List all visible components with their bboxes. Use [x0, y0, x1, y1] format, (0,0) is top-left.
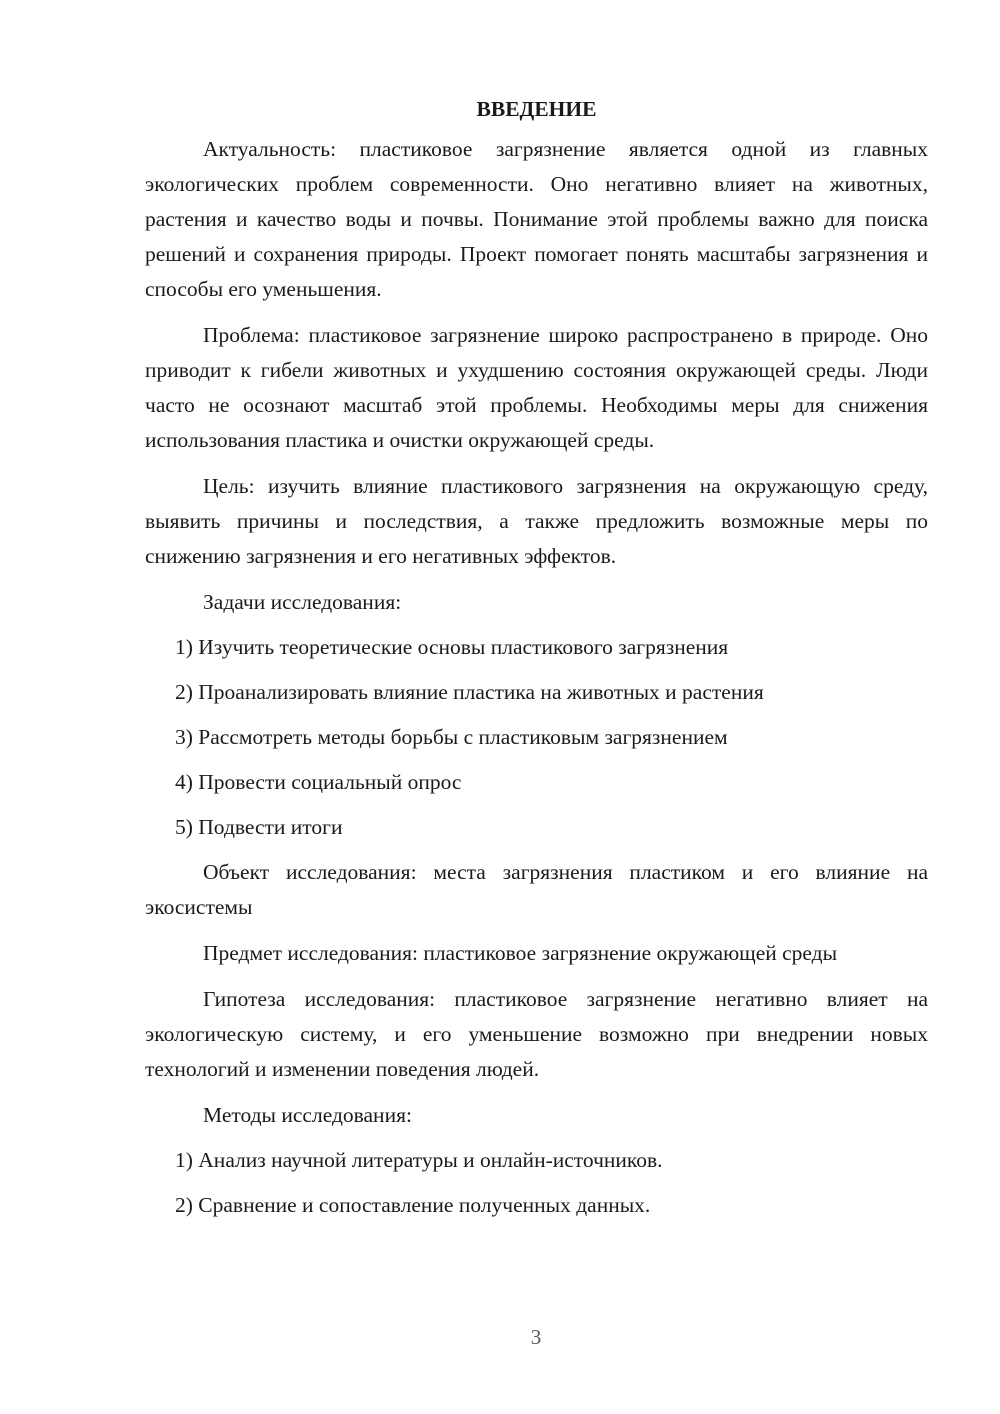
problem-paragraph: Проблема: пластиковое загрязнение широко распространено в природе. Оно приводит к гибели животных и ухудшению состояния окружающей среды. Люди часто не осознают масштаб этой проблемы. Необходимы меры для снижения использования пластика и очистки окружающей среды. [145, 323, 928, 452]
tasks-heading: Задачи исследования: [203, 590, 402, 614]
list-item: 2) Проанализировать влияние пластика на животных и растения [175, 680, 764, 704]
methods-list [145, 1143, 928, 1223]
relevance-paragraph: Актуальность: пластиковое загрязнение является одной из главных экологических проблем современности. Оно негативно влияет на животных, растения и качество воды и почвы. Понимание этой проблемы важно для поиска решений и сохранения природы. Проект помогает понять масштабы загрязнения и способы его уменьшения. [145, 137, 928, 301]
methods-heading: Методы исследования: [203, 1103, 412, 1127]
subject-paragraph: Предмет исследования: пластиковое загрязнение окружающей среды [203, 941, 838, 965]
page-title: ВВЕДЕНИЕ [476, 97, 597, 121]
list-item: 2) Сравнение и сопоставление полученных данных. [175, 1193, 651, 1217]
tasks-list [145, 630, 928, 845]
document-page [145, 92, 928, 1233]
list-item: 1) Анализ научной литературы и онлайн-источников. [175, 1148, 663, 1172]
list-item: 4) Провести социальный опрос [175, 770, 462, 794]
object-paragraph: Объект исследования: места загрязнения пластиком и его влияние на экосистемы [145, 860, 928, 919]
goal-paragraph: Цель: изучить влияние пластикового загрязнения на окружающую среду, выявить причины и последствия, а также предложить возможные меры по снижению загрязнения и его негативных эффектов. [145, 474, 928, 568]
page-number: 3 [530, 1325, 542, 1349]
list-item: 3) Рассмотреть методы борьбы с пластиковым загрязнением [175, 725, 728, 749]
list-item: 1) Изучить теоретические основы пластикового загрязнения [175, 635, 729, 659]
list-item: 5) Подвести итоги [175, 815, 343, 839]
hypothesis-paragraph: Гипотеза исследования: пластиковое загрязнение негативно влияет на экологическую систему, и его уменьшение возможно при внедрении новых технологий и изменении поведения людей. [145, 987, 928, 1081]
